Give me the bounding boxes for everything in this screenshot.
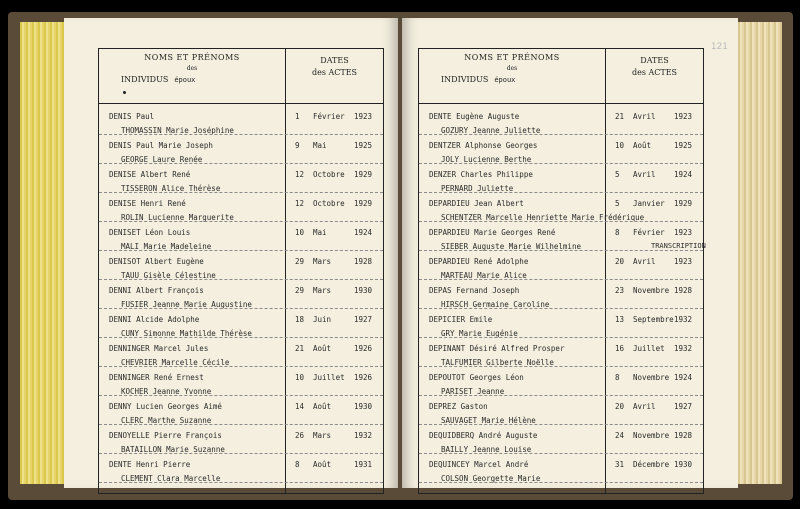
dates-column-header <box>606 55 703 79</box>
act-year: 1929 <box>354 199 373 208</box>
dates-header-sub: des ACTES <box>631 68 678 77</box>
register-entry <box>419 194 703 222</box>
register-entry <box>419 136 703 164</box>
act-month: Septembre <box>633 315 674 324</box>
act-month: Février <box>633 228 665 237</box>
row-separator <box>419 337 703 338</box>
act-year: 1928 <box>354 257 373 266</box>
register-entry <box>419 165 703 193</box>
register-entry <box>419 368 703 396</box>
bride-name: JOLY Lucienne Berthe <box>441 155 532 164</box>
act-month: Mars <box>313 286 332 295</box>
act-year: 1926 <box>354 344 373 353</box>
act-year: 1932 <box>674 344 693 353</box>
act-month: Août <box>313 460 332 469</box>
row-separator <box>419 192 703 193</box>
act-year: 1929 <box>354 170 373 179</box>
act-day: 1 <box>295 112 300 121</box>
dates-header-title: DATES <box>640 56 669 65</box>
act-year: 1923 <box>674 112 693 121</box>
register-entry <box>99 194 383 222</box>
register-entry <box>419 107 703 135</box>
row-separator <box>419 134 703 135</box>
groom-name: DEPINANT Désiré Alfred Prosper <box>429 344 565 353</box>
bride-name: GRY Marie Eugénie <box>441 329 518 338</box>
act-month: Avril <box>633 402 656 411</box>
groom-name: DEPAS Fernand Joseph <box>429 286 520 295</box>
dates-header-title: DATES <box>320 56 349 65</box>
act-month: Août <box>313 402 332 411</box>
act-month: Novembre <box>633 431 670 440</box>
names-header-title: NOMS ET PRÉNOMS <box>464 53 560 62</box>
act-month: Mars <box>313 257 332 266</box>
register-entry <box>419 339 703 367</box>
names-header-individus: INDIVIDUS <box>121 75 169 84</box>
bride-name: TALFUMIER Gilberte Noëlle <box>441 358 554 367</box>
bride-name: SCHENTZER Marcelle Henriette Marie Frédérique <box>441 213 645 222</box>
header-divider <box>99 103 383 104</box>
groom-name: DENISOT Albert Eugène <box>109 257 204 266</box>
act-year: 1927 <box>674 402 693 411</box>
act-year: 1924 <box>674 170 693 179</box>
groom-name: DENNINGER René Ernest <box>109 373 204 382</box>
dates-header-sub: des ACTES <box>311 68 358 77</box>
bride-name: CLEMENT Clara Marcelle <box>121 474 221 483</box>
act-month: Avril <box>633 112 656 121</box>
groom-name: DENTE Eugène Auguste <box>429 112 520 121</box>
act-year: 1932 <box>354 431 373 440</box>
act-year: 1926 <box>354 373 373 382</box>
act-month: Novembre <box>633 286 670 295</box>
row-separator <box>99 250 383 251</box>
register-entry <box>419 397 703 425</box>
row-separator <box>419 163 703 164</box>
groom-name: DEPARDIEU Marie Georges René <box>429 228 556 237</box>
names-header-des: des <box>186 65 198 72</box>
act-year: 1929 <box>674 199 693 208</box>
register-entry <box>99 165 383 193</box>
act-year: 1924 <box>674 373 693 382</box>
act-month: Avril <box>633 257 656 266</box>
row-separator <box>419 250 703 251</box>
act-year: 1930 <box>674 460 693 469</box>
bride-name: CHEVRIER Marcelle Cécile <box>121 358 230 367</box>
act-day: 29 <box>295 286 305 295</box>
left-register-table <box>98 48 384 494</box>
bride-name: GOZURY Jeanne Juliette <box>441 126 541 135</box>
act-day: 8 <box>615 228 620 237</box>
act-month: Juillet <box>633 344 665 353</box>
act-year: 1931 <box>354 460 373 469</box>
groom-name: DEPREZ Gaston <box>429 402 488 411</box>
register-entry <box>99 136 383 164</box>
names-header-individus: INDIVIDUS <box>441 75 489 84</box>
bride-name: SAUVAGET Marie Hélène <box>441 416 536 425</box>
register-entry <box>419 310 703 338</box>
act-year: 1930 <box>354 402 373 411</box>
groom-name: DENOYELLE Pierre François <box>109 431 222 440</box>
register-entry <box>99 252 383 280</box>
row-separator <box>99 453 383 454</box>
groom-name: DEPARDIEU René Adolphe <box>429 257 529 266</box>
row-separator <box>419 453 703 454</box>
bride-name: CLERC Marthe Suzanne <box>121 416 212 425</box>
row-separator <box>99 192 383 193</box>
register-entry <box>99 223 383 251</box>
bride-name: ROLIN Lucienne Marguerite <box>121 213 234 222</box>
act-month: Janvier <box>633 199 665 208</box>
act-month: Décembre <box>633 460 670 469</box>
groom-name: DENNI Albert François <box>109 286 204 295</box>
act-year: 1925 <box>674 141 693 150</box>
act-day: 20 <box>615 257 625 266</box>
act-day: 9 <box>295 141 300 150</box>
act-month: Août <box>313 344 332 353</box>
act-year: 1927 <box>354 315 373 324</box>
act-day: 31 <box>615 460 625 469</box>
row-separator <box>99 221 383 222</box>
groom-name: DENISE Henri René <box>109 199 186 208</box>
groom-name: DENISE Albert René <box>109 170 191 179</box>
act-day: 12 <box>295 199 305 208</box>
bride-name: GEORGE Laure Renée <box>121 155 203 164</box>
act-day: 8 <box>615 373 620 382</box>
row-separator <box>419 221 703 222</box>
act-day: 10 <box>295 373 305 382</box>
act-day: 20 <box>615 402 625 411</box>
act-month: Mai <box>313 141 327 150</box>
left-page <box>64 18 398 488</box>
bride-name: HIRSCH Germaine Caroline <box>441 300 550 309</box>
register-entry <box>99 426 383 454</box>
act-year: 1932 <box>674 315 693 324</box>
register-entry <box>419 223 706 251</box>
register-entry <box>419 455 703 483</box>
groom-name: DENTZER Alphonse Georges <box>429 141 538 150</box>
groom-name: DEQUINCEY Marcel André <box>429 460 529 469</box>
act-day: 12 <box>295 170 305 179</box>
names-header-spouse: époux <box>174 76 196 84</box>
act-day: 14 <box>295 402 305 411</box>
bride-name: PERNARD Juliette <box>441 184 514 193</box>
act-day: 24 <box>615 431 625 440</box>
register-entry <box>419 252 703 280</box>
bride-name: BAILLY Jeanne Louise <box>441 445 532 454</box>
groom-name: DENISET Léon Louis <box>109 228 191 237</box>
groom-name: DEQUIDBERQ André Auguste <box>429 431 538 440</box>
act-month: Octobre <box>313 199 345 208</box>
register-entry <box>99 397 383 425</box>
act-year: 1928 <box>674 286 693 295</box>
bride-name: TAUU Gisèle Célestine <box>121 271 216 280</box>
groom-name: DENNY Lucien Georges Aimé <box>109 402 222 411</box>
bride-name: COLSON Georgette Marie <box>441 474 541 483</box>
names-header-des: des <box>506 65 518 72</box>
groom-name: DEPOUTOT Georges Léon <box>429 373 524 382</box>
header-divider <box>419 103 703 104</box>
row-separator <box>419 279 703 280</box>
act-year: 1924 <box>354 228 373 237</box>
act-month: Août <box>633 141 652 150</box>
row-separator <box>99 482 383 483</box>
bride-name: MALI Marie Madeleine <box>121 242 212 251</box>
act-day: 29 <box>295 257 305 266</box>
names-header-title: NOMS ET PRÉNOMS <box>144 53 240 62</box>
row-separator <box>419 395 703 396</box>
act-year: 1925 <box>354 141 373 150</box>
row-separator <box>419 482 703 483</box>
register-entry <box>99 339 383 367</box>
row-separator <box>99 395 383 396</box>
register-entry <box>419 426 703 454</box>
bride-name: FUSIER Jeanne Marie Augustine <box>121 300 252 309</box>
row-separator <box>99 134 383 135</box>
act-month: Octobre <box>313 170 345 179</box>
act-year: 1923 <box>354 112 373 121</box>
row-separator <box>99 424 383 425</box>
register-entry <box>99 310 383 338</box>
groom-name: DEPICIER Emile <box>429 315 493 324</box>
act-month: Novembre <box>633 373 670 382</box>
row-separator <box>99 366 383 367</box>
bride-name: KOCHER Jeanne Yvonne <box>121 387 212 396</box>
act-year: 1928 <box>674 431 693 440</box>
names-column-header <box>99 51 285 84</box>
names-header-spouse: époux <box>494 76 516 84</box>
register-entry <box>99 455 383 483</box>
act-day: 16 <box>615 344 625 353</box>
act-year: 1923 <box>674 257 693 266</box>
bride-name: TISSERON Alice Thérèse <box>121 184 221 193</box>
act-year: 1923 <box>674 228 693 237</box>
groom-name: DENIS Paul <box>109 112 155 121</box>
right-register-table <box>418 48 704 494</box>
act-day: 10 <box>615 141 625 150</box>
act-month: Avril <box>633 170 656 179</box>
groom-name: DENNI Alcide Adolphe <box>109 315 200 324</box>
act-day: 8 <box>295 460 300 469</box>
row-separator <box>419 308 703 309</box>
act-day: 10 <box>295 228 305 237</box>
right-page <box>402 18 738 488</box>
act-day: 18 <box>295 315 305 324</box>
groom-name: DENZER Charles Philippe <box>429 170 533 179</box>
ink-dot <box>123 91 126 94</box>
dates-column-header <box>286 55 383 79</box>
row-separator <box>99 163 383 164</box>
row-separator <box>99 308 383 309</box>
names-column-header <box>419 51 605 84</box>
groom-name: DENTE Henri Pierre <box>109 460 191 469</box>
act-month: Mars <box>313 431 332 440</box>
act-month: Février <box>313 112 345 121</box>
register-entry <box>99 281 383 309</box>
act-day: 5 <box>615 199 620 208</box>
row-separator <box>419 366 703 367</box>
row-separator <box>99 337 383 338</box>
register-entry <box>99 107 383 135</box>
act-day: 21 <box>295 344 305 353</box>
groom-name: DEPARDIEU Jean Albert <box>429 199 524 208</box>
act-month: Juin <box>313 315 332 324</box>
page-number: 121 <box>710 42 728 52</box>
register-entry <box>419 281 703 309</box>
act-month: Juillet <box>313 373 345 382</box>
act-month: Mai <box>313 228 327 237</box>
bride-name: CUNY Simonne Mathilde Thérèse <box>121 329 252 338</box>
bride-name: MARTEAU Marie Alice <box>441 271 527 280</box>
act-day: 23 <box>615 286 625 295</box>
groom-name: DENNINGER Marcel Jules <box>109 344 209 353</box>
act-day: 13 <box>615 315 625 324</box>
register-entry <box>99 368 383 396</box>
act-year: 1930 <box>354 286 373 295</box>
bride-name: BATAILLON Marie Suzanne <box>121 445 225 454</box>
bride-name: SIEBER Auguste Marie Wilhelmine <box>441 242 581 251</box>
bride-name: PARISET Jeanne <box>441 387 505 396</box>
groom-name: DENIS Paul Marie Joseph <box>109 141 213 150</box>
bride-name: THOMASSIN Marie Joséphine <box>121 126 234 135</box>
act-note: TRANSCRIPTION <box>651 242 706 250</box>
act-day: 21 <box>615 112 625 121</box>
act-day: 26 <box>295 431 305 440</box>
row-separator <box>419 424 703 425</box>
row-separator <box>99 279 383 280</box>
act-day: 5 <box>615 170 620 179</box>
